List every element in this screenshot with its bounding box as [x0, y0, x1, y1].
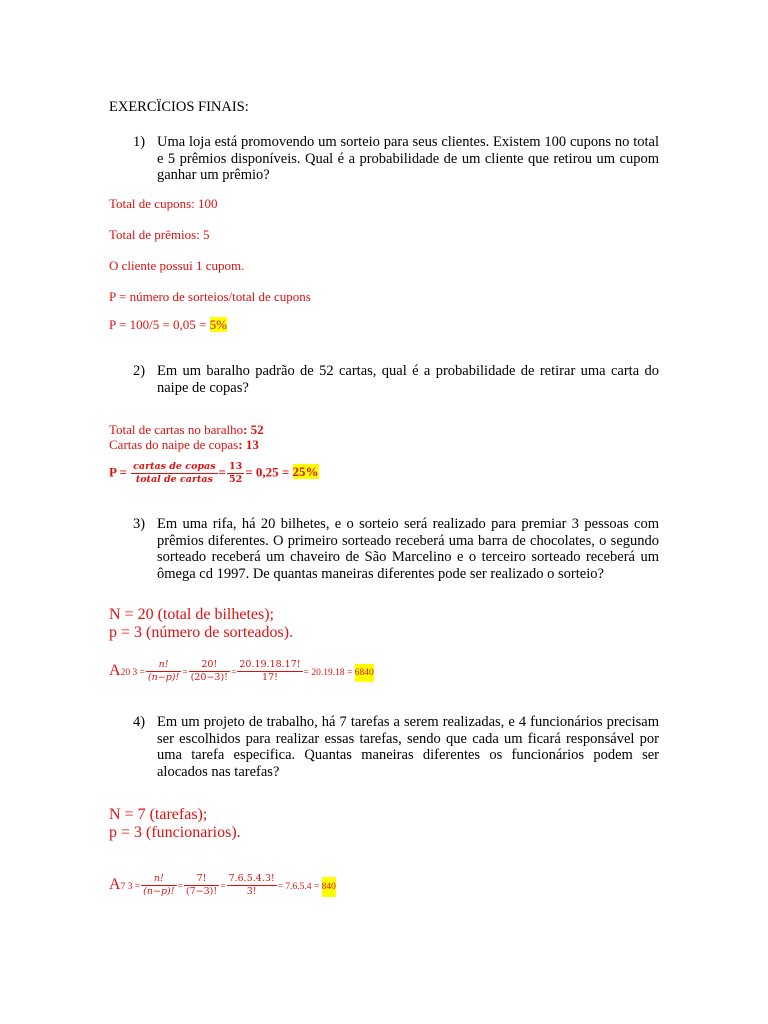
probability-formula [109, 461, 319, 486]
highlighted-result: 5% [209, 317, 227, 332]
equals-sign: = [177, 882, 183, 893]
fraction [189, 659, 230, 684]
fraction-numerator: 7! [184, 873, 219, 886]
arrangement-subscript: 20 3 [120, 668, 138, 679]
fraction-numerator: n! [146, 659, 181, 672]
fraction [237, 659, 302, 684]
fraction-denominator: 3! [246, 886, 257, 897]
question-text: Em um baralho padrão de 52 cartas, qual é a probabilidade de retirar uma carta do naipe de copas? [157, 363, 659, 396]
fraction-numerator: 20.19.18.17! [239, 659, 301, 670]
answer-line: O cliente possui 1 cupom. [109, 258, 245, 273]
answer-line [109, 437, 264, 452]
fraction-denominator: (n−p)! [143, 886, 175, 897]
fraction [184, 873, 219, 898]
result-expression: = 20.19.18 = [303, 668, 355, 679]
answer-line: Total de prêmios: 5 [109, 227, 210, 242]
question-number: 3) [133, 516, 146, 532]
page-title: EXERCÏCIOS FINAIS: [109, 99, 249, 115]
fraction-numerator: n! [141, 873, 176, 886]
fraction-denominator: 17! [262, 672, 278, 683]
answer-line: P = número de sorteios/total de cupons [109, 289, 311, 304]
answer-line: N = 20 (total de bilhetes); [109, 606, 274, 623]
answer-block [109, 806, 241, 842]
fraction [141, 873, 176, 898]
fraction [227, 873, 277, 898]
answer-block [109, 422, 264, 452]
answer-line: N = 7 (tarefas); [109, 806, 208, 823]
question-number: 1) [133, 134, 146, 150]
equals-sign: = [132, 882, 141, 893]
question-text: Uma loja está promovendo um sorteio para seus clientes. Existem 100 cupons no total e 5 prêmios disponíveis. Qual é a probabilidade de um cliente que retirou um cupom ganhar um prêmio? [157, 134, 659, 183]
answer-line [109, 422, 264, 437]
fraction-numerator: 7.6.5.4.3! [228, 873, 275, 884]
question-number: 2) [133, 363, 146, 379]
fraction-numerator: 13 [228, 461, 243, 472]
equals-sign: = [231, 668, 237, 679]
equals-sign: = [137, 668, 145, 679]
equals-sign: = [182, 668, 188, 679]
answer-line: p = 3 (funcionarios). [109, 824, 241, 841]
arrangement-symbol: A [109, 662, 121, 680]
answer-line: Total de cupons: 100 [109, 196, 218, 211]
result-expression: P = 100/5 = 0,05 = [109, 317, 210, 332]
fraction-denominator: total de cartas [135, 474, 213, 485]
fraction [227, 461, 244, 486]
result-expression: = 0,25 = [245, 464, 293, 480]
fraction [131, 461, 217, 486]
fraction-denominator: (n−p)! [147, 672, 180, 683]
equals-sign: = [218, 464, 226, 480]
answer-line: p = 3 (número de sorteados). [109, 624, 294, 641]
answer-value: : 52 [243, 422, 264, 437]
answer-result [109, 317, 227, 333]
fraction-numerator: 20! [189, 659, 230, 672]
answer-block [109, 606, 293, 642]
question-text: Em uma rifa, há 20 bilhetes, e o sorteio será realizado para premiar 3 pessoas com prêmios diferentes. O primeiro sorteado receberá uma barra de chocolates, o segundo sorteado receberá um chaveiro de São Marcelino e o terceiro sorteado receberá um ômega cd 1997. De quantas maneiras diferentes pode ser realizado o sorteio? [157, 516, 659, 582]
arrangement-subscript: 7 3 [120, 882, 133, 893]
fraction-denominator: (7−3)! [185, 886, 218, 897]
fraction [146, 659, 181, 684]
arrangement-formula [109, 873, 336, 898]
fraction-denominator: (20−3)! [190, 672, 228, 683]
highlighted-result: 840 [322, 877, 336, 897]
question-number: 4) [133, 714, 146, 730]
result-expression: = 7.6.5.4 = [277, 882, 322, 893]
highlighted-result: 25% [292, 464, 319, 480]
formula-label: P = [109, 464, 131, 480]
arrangement-symbol: A [109, 876, 121, 894]
question-text: Em um projeto de trabalho, há 7 tarefas a serem realizadas, e 4 funcionários precisam ser escolhidos para realizar essas tarefas, sendo que cada um ficará responsável por uma tarefa especifica. Quantas maneiras diferentes os funcionários podem ser alocados nas tarefas? [157, 714, 659, 780]
fraction-denominator: 52 [228, 474, 243, 485]
answer-label: Cartas do naipe de copas [109, 437, 239, 452]
arrangement-formula [109, 659, 374, 684]
equals-sign: = [220, 882, 226, 893]
answer-label: Total de cartas no baralho [109, 422, 244, 437]
answer-value: : 13 [238, 437, 259, 452]
highlighted-result: 6840 [355, 664, 374, 682]
fraction-numerator: cartas de copas [133, 461, 216, 472]
